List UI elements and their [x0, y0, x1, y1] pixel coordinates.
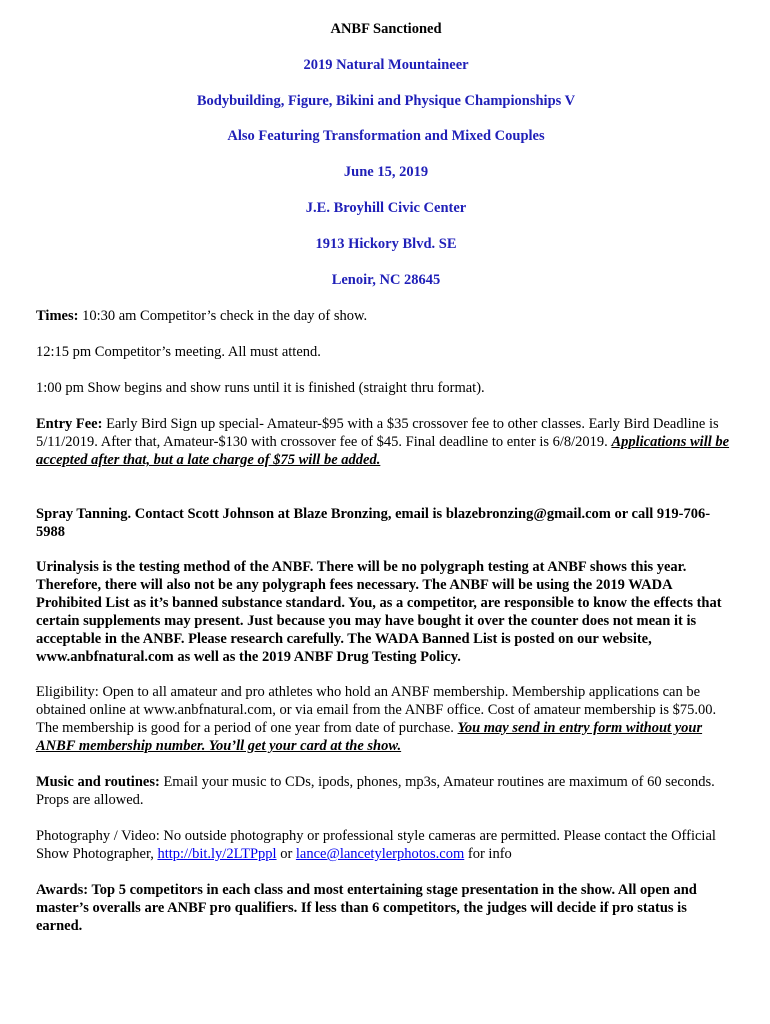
- featuring-heading: Also Featuring Transformation and Mixed Couples: [227, 128, 545, 144]
- event-title: 2019 Natural Mountaineer: [303, 57, 469, 73]
- entry-fee-paragraph: [36, 415, 736, 469]
- music-paragraph: [36, 773, 736, 809]
- awards-paragraph: Awards: Top 5 competitors in each class and most entertaining stage presentation in the show. All open and master’s overalls are ANBF pro qualifiers. If less than 6 competitors, the judges will decide if pro status is earned.: [36, 882, 697, 934]
- eligibility-text: Eligibility: Open to all amateur and pro athletes who hold an ANBF membership. Membership applications can be obtained online at www.anbfnatural.com, or via email from the ANBF office. Cost of amateur membership is $75.00. The membership is good for a period of one year from date of purchase.: [36, 684, 717, 736]
- entry-fee-label: Entry Fee:: [36, 416, 103, 432]
- urinalysis-paragraph: Urinalysis is the testing method of the ANBF. There will be no polygraph testing at ANBF shows this year. Therefore, there will also not be any polygraph fees necessary. The ANBF will be using the 2019 WADA Prohibited List as it’s banned substance standard. You, as a competitor, are responsible to know the effects that certain supplements may present. Just because you may have bought it over the counter does not mean it is acceptable in the ANBF. Please research carefully. The WADA Banned List is posted on our website, www.anbfnatural.com as well as the 2019 ANBF Drug Testing Policy.: [36, 559, 722, 665]
- membership-notice: You may send in entry form without your ANBF membership number. You’ll get your card at the show.: [36, 720, 703, 754]
- venue-city: Lenoir, NC 28645: [331, 272, 441, 288]
- divisions-heading: Bodybuilding, Figure, Bikini and Physique Championships V: [196, 93, 576, 109]
- music-label: Music and routines:: [36, 774, 160, 790]
- venue-name: J.E. Broyhill Civic Center: [305, 200, 467, 216]
- music-text: Email your music to CDs, ipods, phones, mp3s, Amateur routines are maximum of 60 seconds. Props are allowed.: [36, 774, 715, 808]
- times-show: 1:00 pm Show begins and show runs until it is finished (straight thru format).: [36, 380, 485, 396]
- photographer-link[interactable]: http://bit.ly/2LTPppl: [157, 846, 277, 862]
- times-meeting: 12:15 pm Competitor’s meeting. All must attend.: [36, 344, 321, 360]
- times-checkin: [36, 307, 736, 325]
- eligibility-paragraph: [36, 683, 736, 755]
- venue-street: 1913 Hickory Blvd. SE: [315, 236, 457, 252]
- times-label: Times:: [36, 308, 79, 324]
- photography-text: Photography / Video: No outside photography or professional style cameras are permitted. Please contact the Official Show Photographer,: [36, 828, 716, 862]
- photographer-email-link[interactable]: lance@lancetylerphotos.com: [295, 846, 465, 862]
- photography-paragraph: [36, 827, 736, 863]
- event-date: June 15, 2019: [343, 164, 429, 180]
- entry-fee-text: Early Bird Sign up special- Amateur-$95 with a $35 crossover fee to other classes. Early Bird Deadline is 5/11/2019. After that, Amateur-$130 with crossover fee of $45. Final deadline to enter is 6/8/2019.: [36, 416, 719, 450]
- photography-or: or: [280, 846, 293, 862]
- photography-suffix: for info: [467, 846, 512, 862]
- late-charge-notice: Applications will be accepted after that, but a late charge of $75 will be added.: [36, 434, 730, 468]
- checkin-text: 10:30 am Competitor’s check in the day of show.: [82, 308, 368, 324]
- sanctioned-heading: ANBF Sanctioned: [330, 21, 442, 37]
- spray-tanning-paragraph: Spray Tanning. Contact Scott Johnson at Blaze Bronzing, email is blazebronzing@gmail.com or call 919-706-5988: [36, 506, 711, 540]
